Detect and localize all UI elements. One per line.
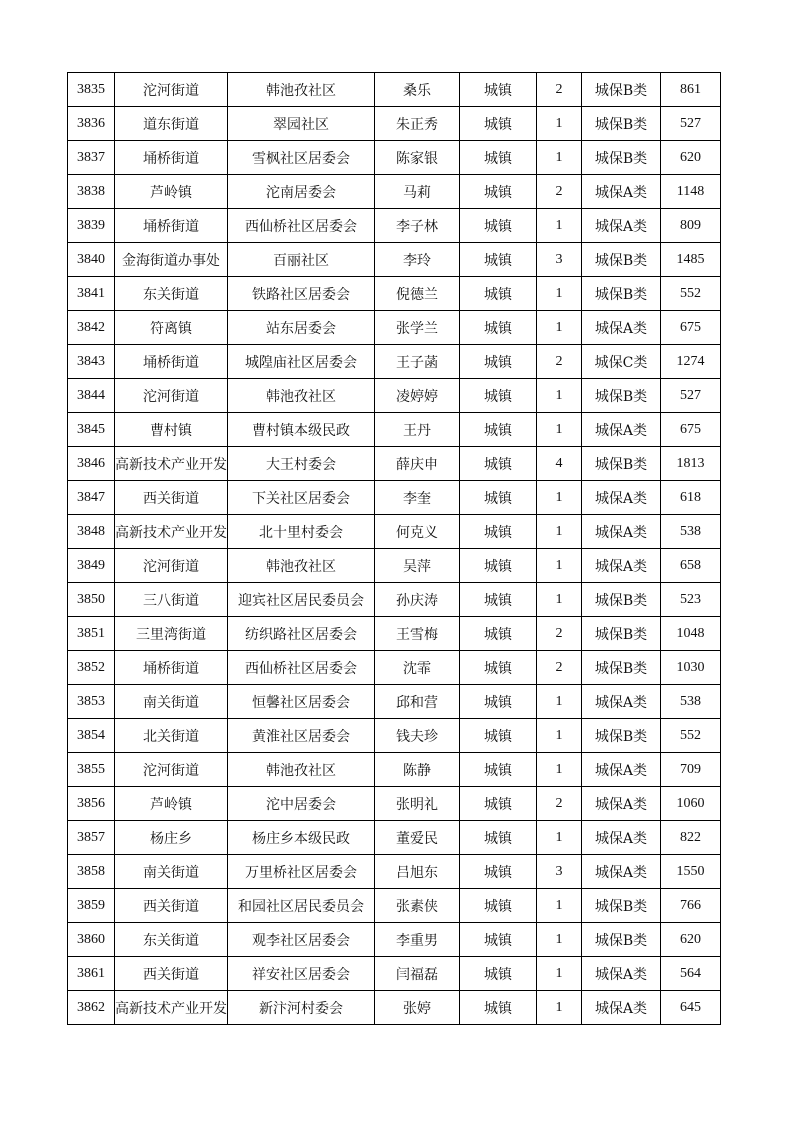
category-cell: 城保A类 bbox=[582, 209, 661, 243]
category-cell: 城保A类 bbox=[582, 413, 661, 447]
table-row bbox=[68, 107, 721, 141]
category-cell: 城保A类 bbox=[582, 311, 661, 345]
area-type-cell: 城镇 bbox=[460, 175, 537, 209]
district-cell: 芦岭镇 bbox=[115, 787, 228, 821]
area-type-cell: 城镇 bbox=[460, 413, 537, 447]
amount-cell: 766 bbox=[661, 889, 721, 923]
category-cell: 城保A类 bbox=[582, 549, 661, 583]
amount-cell: 658 bbox=[661, 549, 721, 583]
table-row bbox=[68, 379, 721, 413]
community-cell: 黄淮社区居委会 bbox=[228, 719, 375, 753]
district-cell: 埇桥街道 bbox=[115, 345, 228, 379]
category-cell: 城保A类 bbox=[582, 515, 661, 549]
table-row bbox=[68, 345, 721, 379]
amount-cell: 618 bbox=[661, 481, 721, 515]
person-name-cell: 何克义 bbox=[375, 515, 460, 549]
amount-cell: 822 bbox=[661, 821, 721, 855]
row-id-cell: 3848 bbox=[68, 515, 115, 549]
table-body bbox=[68, 73, 721, 1025]
amount-cell: 1048 bbox=[661, 617, 721, 651]
table-row bbox=[68, 991, 721, 1025]
row-id-cell: 3842 bbox=[68, 311, 115, 345]
household-size-cell: 1 bbox=[537, 311, 582, 345]
person-name-cell: 李玲 bbox=[375, 243, 460, 277]
person-name-cell: 沈霏 bbox=[375, 651, 460, 685]
category-cell: 城保B类 bbox=[582, 243, 661, 277]
household-size-cell: 2 bbox=[537, 787, 582, 821]
area-type-cell: 城镇 bbox=[460, 481, 537, 515]
person-name-cell: 朱正秀 bbox=[375, 107, 460, 141]
household-size-cell: 1 bbox=[537, 209, 582, 243]
row-id-cell: 3836 bbox=[68, 107, 115, 141]
area-type-cell: 城镇 bbox=[460, 311, 537, 345]
table-row bbox=[68, 651, 721, 685]
household-size-cell: 1 bbox=[537, 753, 582, 787]
category-cell: 城保A类 bbox=[582, 481, 661, 515]
amount-cell: 527 bbox=[661, 379, 721, 413]
person-name-cell: 倪德兰 bbox=[375, 277, 460, 311]
district-cell: 金海街道办事处 bbox=[115, 243, 228, 277]
area-type-cell: 城镇 bbox=[460, 617, 537, 651]
row-id-cell: 3843 bbox=[68, 345, 115, 379]
row-id-cell: 3861 bbox=[68, 957, 115, 991]
row-id-cell: 3859 bbox=[68, 889, 115, 923]
person-name-cell: 王子菡 bbox=[375, 345, 460, 379]
category-cell: 城保A类 bbox=[582, 957, 661, 991]
district-cell: 三八街道 bbox=[115, 583, 228, 617]
table-row bbox=[68, 889, 721, 923]
person-name-cell: 张素侠 bbox=[375, 889, 460, 923]
district-cell: 符离镇 bbox=[115, 311, 228, 345]
row-id-cell: 3840 bbox=[68, 243, 115, 277]
area-type-cell: 城镇 bbox=[460, 209, 537, 243]
category-cell: 城保A类 bbox=[582, 991, 661, 1025]
table-row bbox=[68, 413, 721, 447]
table-row bbox=[68, 243, 721, 277]
person-name-cell: 吕旭东 bbox=[375, 855, 460, 889]
community-cell: 沱中居委会 bbox=[228, 787, 375, 821]
community-cell: 恒馨社区居委会 bbox=[228, 685, 375, 719]
row-id-cell: 3837 bbox=[68, 141, 115, 175]
table-row bbox=[68, 515, 721, 549]
community-cell: 雪枫社区居委会 bbox=[228, 141, 375, 175]
category-cell: 城保B类 bbox=[582, 277, 661, 311]
household-size-cell: 1 bbox=[537, 107, 582, 141]
community-cell: 曹村镇本级民政 bbox=[228, 413, 375, 447]
community-cell: 新汴河村委会 bbox=[228, 991, 375, 1025]
amount-cell: 1274 bbox=[661, 345, 721, 379]
household-size-cell: 2 bbox=[537, 617, 582, 651]
amount-cell: 1148 bbox=[661, 175, 721, 209]
category-cell: 城保B类 bbox=[582, 73, 661, 107]
amount-cell: 552 bbox=[661, 277, 721, 311]
row-id-cell: 3855 bbox=[68, 753, 115, 787]
table-row bbox=[68, 549, 721, 583]
row-id-cell: 3860 bbox=[68, 923, 115, 957]
table-row bbox=[68, 617, 721, 651]
district-cell: 道东街道 bbox=[115, 107, 228, 141]
area-type-cell: 城镇 bbox=[460, 515, 537, 549]
person-name-cell: 张婷 bbox=[375, 991, 460, 1025]
district-cell: 高新技术产业开发 bbox=[115, 991, 228, 1025]
household-size-cell: 4 bbox=[537, 447, 582, 481]
row-id-cell: 3857 bbox=[68, 821, 115, 855]
category-cell: 城保B类 bbox=[582, 107, 661, 141]
row-id-cell: 3850 bbox=[68, 583, 115, 617]
household-size-cell: 1 bbox=[537, 685, 582, 719]
row-id-cell: 3847 bbox=[68, 481, 115, 515]
row-id-cell: 3845 bbox=[68, 413, 115, 447]
table-row bbox=[68, 583, 721, 617]
household-size-cell: 1 bbox=[537, 583, 582, 617]
category-cell: 城保B类 bbox=[582, 719, 661, 753]
community-cell: 西仙桥社区居委会 bbox=[228, 651, 375, 685]
amount-cell: 1485 bbox=[661, 243, 721, 277]
person-name-cell: 李子林 bbox=[375, 209, 460, 243]
category-cell: 城保A类 bbox=[582, 821, 661, 855]
person-name-cell: 孙庆涛 bbox=[375, 583, 460, 617]
district-cell: 曹村镇 bbox=[115, 413, 228, 447]
person-name-cell: 李奎 bbox=[375, 481, 460, 515]
household-size-cell: 1 bbox=[537, 923, 582, 957]
person-name-cell: 吴萍 bbox=[375, 549, 460, 583]
amount-cell: 620 bbox=[661, 923, 721, 957]
community-cell: 下关社区居委会 bbox=[228, 481, 375, 515]
area-type-cell: 城镇 bbox=[460, 855, 537, 889]
data-table bbox=[67, 72, 721, 1025]
household-size-cell: 1 bbox=[537, 719, 582, 753]
person-name-cell: 董爱民 bbox=[375, 821, 460, 855]
area-type-cell: 城镇 bbox=[460, 787, 537, 821]
household-size-cell: 1 bbox=[537, 277, 582, 311]
category-cell: 城保A类 bbox=[582, 787, 661, 821]
amount-cell: 538 bbox=[661, 685, 721, 719]
row-id-cell: 3835 bbox=[68, 73, 115, 107]
person-name-cell: 陈静 bbox=[375, 753, 460, 787]
table-row bbox=[68, 209, 721, 243]
row-id-cell: 3862 bbox=[68, 991, 115, 1025]
district-cell: 沱河街道 bbox=[115, 753, 228, 787]
row-id-cell: 3853 bbox=[68, 685, 115, 719]
household-size-cell: 2 bbox=[537, 175, 582, 209]
district-cell: 埇桥街道 bbox=[115, 651, 228, 685]
area-type-cell: 城镇 bbox=[460, 583, 537, 617]
table-row bbox=[68, 73, 721, 107]
category-cell: 城保B类 bbox=[582, 923, 661, 957]
table-row bbox=[68, 481, 721, 515]
area-type-cell: 城镇 bbox=[460, 379, 537, 413]
community-cell: 万里桥社区居委会 bbox=[228, 855, 375, 889]
community-cell: 纺织路社区居委会 bbox=[228, 617, 375, 651]
table-row bbox=[68, 923, 721, 957]
community-cell: 翠园社区 bbox=[228, 107, 375, 141]
person-name-cell: 张明礼 bbox=[375, 787, 460, 821]
district-cell: 西关街道 bbox=[115, 957, 228, 991]
household-size-cell: 1 bbox=[537, 413, 582, 447]
table-row bbox=[68, 855, 721, 889]
amount-cell: 564 bbox=[661, 957, 721, 991]
area-type-cell: 城镇 bbox=[460, 719, 537, 753]
person-name-cell: 王雪梅 bbox=[375, 617, 460, 651]
row-id-cell: 3851 bbox=[68, 617, 115, 651]
table-row bbox=[68, 957, 721, 991]
district-cell: 埇桥街道 bbox=[115, 209, 228, 243]
row-id-cell: 3852 bbox=[68, 651, 115, 685]
row-id-cell: 3849 bbox=[68, 549, 115, 583]
category-cell: 城保A类 bbox=[582, 175, 661, 209]
community-cell: 迎宾社区居民委员会 bbox=[228, 583, 375, 617]
community-cell: 韩池孜社区 bbox=[228, 379, 375, 413]
category-cell: 城保B类 bbox=[582, 447, 661, 481]
community-cell: 城隍庙社区居委会 bbox=[228, 345, 375, 379]
district-cell: 杨庄乡 bbox=[115, 821, 228, 855]
amount-cell: 527 bbox=[661, 107, 721, 141]
household-size-cell: 3 bbox=[537, 243, 582, 277]
community-cell: 西仙桥社区居委会 bbox=[228, 209, 375, 243]
person-name-cell: 闫福磊 bbox=[375, 957, 460, 991]
district-cell: 东关街道 bbox=[115, 923, 228, 957]
table-row bbox=[68, 787, 721, 821]
household-size-cell: 1 bbox=[537, 481, 582, 515]
community-cell: 和园社区居民委员会 bbox=[228, 889, 375, 923]
category-cell: 城保A类 bbox=[582, 685, 661, 719]
amount-cell: 620 bbox=[661, 141, 721, 175]
table-row bbox=[68, 753, 721, 787]
row-id-cell: 3856 bbox=[68, 787, 115, 821]
district-cell: 沱河街道 bbox=[115, 549, 228, 583]
community-cell: 百丽社区 bbox=[228, 243, 375, 277]
amount-cell: 709 bbox=[661, 753, 721, 787]
amount-cell: 552 bbox=[661, 719, 721, 753]
community-cell: 站东居委会 bbox=[228, 311, 375, 345]
district-cell: 西关街道 bbox=[115, 481, 228, 515]
person-name-cell: 薛庆申 bbox=[375, 447, 460, 481]
household-size-cell: 1 bbox=[537, 821, 582, 855]
amount-cell: 538 bbox=[661, 515, 721, 549]
person-name-cell: 李重男 bbox=[375, 923, 460, 957]
amount-cell: 1060 bbox=[661, 787, 721, 821]
category-cell: 城保A类 bbox=[582, 753, 661, 787]
district-cell: 高新技术产业开发 bbox=[115, 515, 228, 549]
person-name-cell: 马莉 bbox=[375, 175, 460, 209]
person-name-cell: 邱和营 bbox=[375, 685, 460, 719]
area-type-cell: 城镇 bbox=[460, 107, 537, 141]
row-id-cell: 3846 bbox=[68, 447, 115, 481]
area-type-cell: 城镇 bbox=[460, 753, 537, 787]
district-cell: 芦岭镇 bbox=[115, 175, 228, 209]
row-id-cell: 3844 bbox=[68, 379, 115, 413]
district-cell: 沱河街道 bbox=[115, 379, 228, 413]
district-cell: 高新技术产业开发 bbox=[115, 447, 228, 481]
person-name-cell: 凌婷婷 bbox=[375, 379, 460, 413]
district-cell: 沱河街道 bbox=[115, 73, 228, 107]
table-row bbox=[68, 685, 721, 719]
category-cell: 城保B类 bbox=[582, 141, 661, 175]
amount-cell: 645 bbox=[661, 991, 721, 1025]
community-cell: 杨庄乡本级民政 bbox=[228, 821, 375, 855]
area-type-cell: 城镇 bbox=[460, 447, 537, 481]
person-name-cell: 陈家银 bbox=[375, 141, 460, 175]
amount-cell: 1030 bbox=[661, 651, 721, 685]
area-type-cell: 城镇 bbox=[460, 277, 537, 311]
table-row bbox=[68, 719, 721, 753]
table-row bbox=[68, 277, 721, 311]
row-id-cell: 3841 bbox=[68, 277, 115, 311]
amount-cell: 1813 bbox=[661, 447, 721, 481]
area-type-cell: 城镇 bbox=[460, 141, 537, 175]
household-size-cell: 2 bbox=[537, 651, 582, 685]
category-cell: 城保B类 bbox=[582, 889, 661, 923]
community-cell: 韩池孜社区 bbox=[228, 753, 375, 787]
amount-cell: 523 bbox=[661, 583, 721, 617]
category-cell: 城保B类 bbox=[582, 617, 661, 651]
household-size-cell: 1 bbox=[537, 991, 582, 1025]
row-id-cell: 3858 bbox=[68, 855, 115, 889]
area-type-cell: 城镇 bbox=[460, 889, 537, 923]
household-size-cell: 1 bbox=[537, 549, 582, 583]
household-size-cell: 1 bbox=[537, 379, 582, 413]
community-cell: 韩池孜社区 bbox=[228, 549, 375, 583]
category-cell: 城保B类 bbox=[582, 379, 661, 413]
person-name-cell: 钱夫珍 bbox=[375, 719, 460, 753]
household-size-cell: 1 bbox=[537, 141, 582, 175]
table-row bbox=[68, 175, 721, 209]
area-type-cell: 城镇 bbox=[460, 685, 537, 719]
area-type-cell: 城镇 bbox=[460, 345, 537, 379]
district-cell: 南关街道 bbox=[115, 855, 228, 889]
table-row bbox=[68, 821, 721, 855]
table-row bbox=[68, 311, 721, 345]
amount-cell: 675 bbox=[661, 413, 721, 447]
amount-cell: 675 bbox=[661, 311, 721, 345]
category-cell: 城保C类 bbox=[582, 345, 661, 379]
person-name-cell: 桑乐 bbox=[375, 73, 460, 107]
district-cell: 南关街道 bbox=[115, 685, 228, 719]
category-cell: 城保A类 bbox=[582, 855, 661, 889]
household-size-cell: 3 bbox=[537, 855, 582, 889]
household-size-cell: 2 bbox=[537, 73, 582, 107]
district-cell: 埇桥街道 bbox=[115, 141, 228, 175]
community-cell: 铁路社区居委会 bbox=[228, 277, 375, 311]
community-cell: 观李社区居委会 bbox=[228, 923, 375, 957]
household-size-cell: 1 bbox=[537, 957, 582, 991]
area-type-cell: 城镇 bbox=[460, 651, 537, 685]
person-name-cell: 王丹 bbox=[375, 413, 460, 447]
area-type-cell: 城镇 bbox=[460, 991, 537, 1025]
household-size-cell: 1 bbox=[537, 889, 582, 923]
amount-cell: 861 bbox=[661, 73, 721, 107]
row-id-cell: 3839 bbox=[68, 209, 115, 243]
community-cell: 沱南居委会 bbox=[228, 175, 375, 209]
row-id-cell: 3854 bbox=[68, 719, 115, 753]
community-cell: 北十里村委会 bbox=[228, 515, 375, 549]
area-type-cell: 城镇 bbox=[460, 923, 537, 957]
community-cell: 祥安社区居委会 bbox=[228, 957, 375, 991]
amount-cell: 809 bbox=[661, 209, 721, 243]
table-row bbox=[68, 141, 721, 175]
household-size-cell: 1 bbox=[537, 515, 582, 549]
community-cell: 韩池孜社区 bbox=[228, 73, 375, 107]
district-cell: 三里湾街道 bbox=[115, 617, 228, 651]
row-id-cell: 3838 bbox=[68, 175, 115, 209]
table-row bbox=[68, 447, 721, 481]
area-type-cell: 城镇 bbox=[460, 957, 537, 991]
household-size-cell: 2 bbox=[537, 345, 582, 379]
category-cell: 城保B类 bbox=[582, 651, 661, 685]
person-name-cell: 张学兰 bbox=[375, 311, 460, 345]
category-cell: 城保B类 bbox=[582, 583, 661, 617]
district-cell: 东关街道 bbox=[115, 277, 228, 311]
area-type-cell: 城镇 bbox=[460, 243, 537, 277]
area-type-cell: 城镇 bbox=[460, 549, 537, 583]
area-type-cell: 城镇 bbox=[460, 821, 537, 855]
area-type-cell: 城镇 bbox=[460, 73, 537, 107]
district-cell: 北关街道 bbox=[115, 719, 228, 753]
amount-cell: 1550 bbox=[661, 855, 721, 889]
district-cell: 西关街道 bbox=[115, 889, 228, 923]
community-cell: 大王村委会 bbox=[228, 447, 375, 481]
